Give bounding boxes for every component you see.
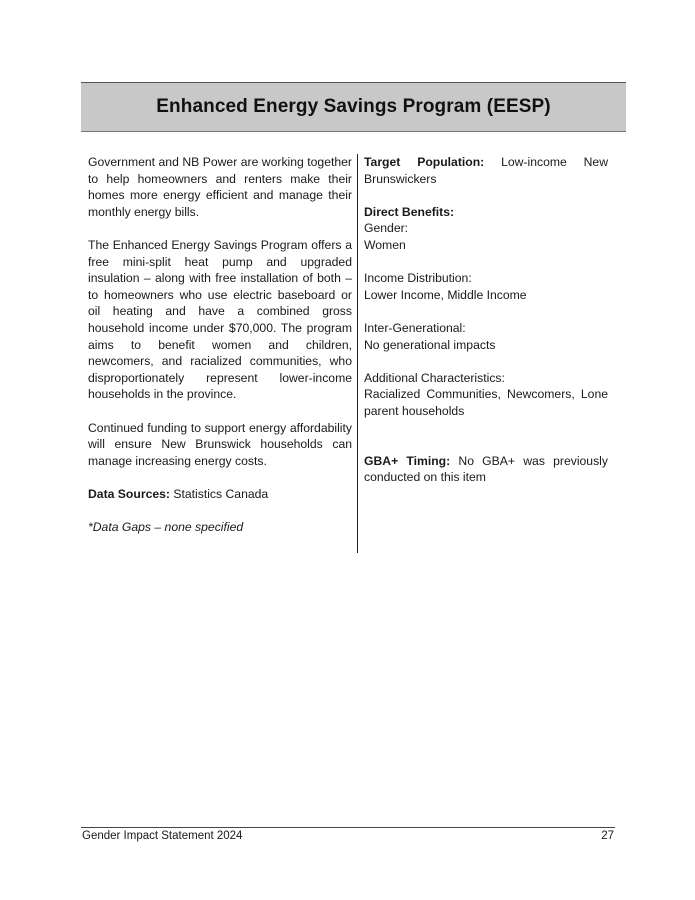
column-divider	[357, 154, 358, 553]
footer-page-number: 27	[601, 830, 614, 842]
page-title: Enhanced Energy Savings Program (EESP)	[156, 96, 551, 117]
income-distribution-value: Lower Income, Middle Income	[364, 287, 527, 302]
footer-document-title: Gender Impact Statement 2024	[82, 830, 243, 842]
data-sources	[88, 486, 352, 503]
gender-label: Gender:	[364, 221, 409, 236]
inter-generational-label: Inter-Generational:	[364, 320, 466, 335]
description-column	[88, 154, 352, 552]
data-gaps-note: *Data Gaps – none specified	[88, 520, 244, 535]
income-distribution-label: Income Distribution:	[364, 271, 472, 286]
gba-timing-label: GBA+ Timing:	[364, 453, 451, 468]
income-distribution	[364, 270, 608, 303]
target-population	[364, 154, 608, 187]
direct-benefits-label: Direct Benefits:	[364, 204, 455, 219]
intro-paragraph: Government and NB Power are working together to help homeowners and renters make their homes more energy efficient and manage their monthly energy bills.	[88, 155, 352, 219]
inter-generational	[364, 320, 608, 353]
gender-value: Women	[364, 237, 406, 252]
impact-column	[364, 154, 608, 502]
funding-paragraph: Continued funding to support energy affordability will ensure New Brunswick households can manage increasing energy costs.	[88, 420, 352, 468]
program-paragraph: The Enhanced Energy Savings Program offers a free mini-split heat pump and upgraded insulation – along with free installation of both – to homeowners who use electric baseboard or oil heating and have a combined gross household income under $70,000. The program aims to benefit women and children, newcomers, and racialized communities, who disproportionately represent lower-income households in the province.	[88, 237, 352, 402]
inter-generational-value: No generational impacts	[364, 337, 496, 352]
data-sources-value: Statistics Canada	[169, 486, 269, 501]
data-sources-label: Data Sources:	[88, 486, 170, 501]
gba-timing-value: No GBA+ was previously conducted on this item	[364, 453, 608, 485]
additional-characteristics	[364, 370, 608, 420]
additional-characteristics-value: Racialized Communities, Newcomers, Lone parent households	[364, 387, 608, 418]
direct-benefits	[364, 204, 608, 254]
gba-timing	[364, 453, 608, 486]
title-banner	[81, 82, 626, 132]
target-population-label: Target Population:	[364, 155, 485, 169]
target-population-value: Low-income New Brunswickers	[364, 155, 609, 186]
footer-rule	[81, 827, 615, 828]
additional-characteristics-label: Additional Characteristics:	[364, 370, 505, 385]
